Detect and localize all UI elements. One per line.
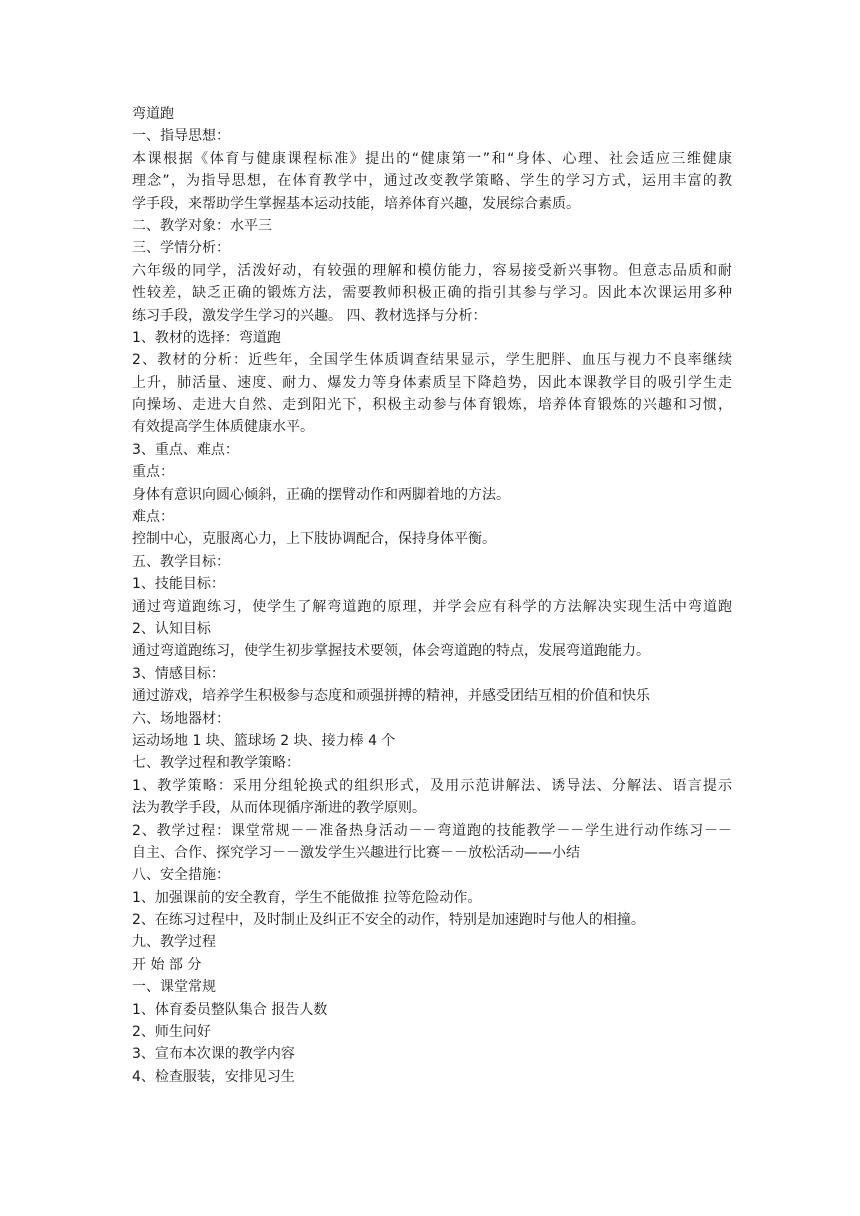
- text-line: 2、教材的分析：近些年，全国学生体质调查结果显示，学生肥胖、血压与视力不良率继续: [132, 352, 732, 369]
- document-page: [132, 103, 732, 1088]
- text-line: 学手段，来帮助学生掌握基本运动技能，培养体育兴趣，发展综合素质。: [132, 195, 580, 212]
- text-line: 上升，肺活量、速度、耐力、爆发力等身体素质呈下降趋势，因此本课教学目的吸引学生走: [132, 374, 732, 391]
- text-line: 身体有意识向圆心倾斜，正确的摆臂动作和两脚着地的方法。: [132, 486, 510, 503]
- text-line: 难点：: [132, 509, 174, 526]
- text-line: 九、教学过程: [132, 934, 216, 951]
- text-line: 1、体育委员整队集合 报告人数: [132, 1001, 328, 1018]
- text-line: 控制中心，克服离心力，上下肢协调配合，保持身体平衡。: [132, 531, 496, 548]
- text-line: 理念”，为指导思想，在体育教学中，通过改变教学策略、学生的学习方式，运用丰富的教: [132, 173, 732, 190]
- text-line: 三、学情分析：: [132, 240, 230, 257]
- text-line: 自主、合作、探究学习－－激发学生兴趣进行比赛－－放松活动——小结: [132, 844, 580, 861]
- text-line: 通过弯道跑练习，使学生初步掌握技术要领，体会弯道跑的特点，发展弯道跑能力。: [132, 643, 650, 660]
- text-line: 本课根据《体育与健康课程标准》提出的“健康第一”和“身体、心理、社会适应三维健康: [132, 150, 732, 167]
- text-line: 通过游戏，培养学生积极参与态度和顽强拼搏的精神，并感受团结互相的价值和快乐: [132, 688, 650, 705]
- text-line: 3、情感目标：: [132, 665, 225, 682]
- text-line: 七、教学过程和教学策略：: [132, 755, 300, 772]
- text-line: 1、技能目标：: [132, 576, 225, 593]
- text-line: 性较差，缺乏正确的锻炼方法，需要教师积极正确的指引其参与学习。因此本次课运用多种: [132, 285, 732, 302]
- text-line: 六年级的同学，活泼好动，有较强的理解和模仿能力，容易接受新兴事物。但意志品质和耐: [132, 262, 732, 279]
- text-line: 1、加强课前的安全教育，学生不能做推 拉等危险动作。: [132, 889, 482, 906]
- text-line: 通过弯道跑练习，使学生了解弯道跑的原理，并学会应有科学的方法解决实现生活中弯道跑: [132, 598, 732, 615]
- text-line: 3、重点、难点：: [132, 441, 239, 458]
- text-line: 弯道跑: [132, 106, 174, 122]
- text-line: 二、教学对象：水平三: [132, 217, 272, 234]
- text-line: 2、认知目标: [132, 620, 211, 637]
- text-line: 一、指导思想：: [132, 128, 230, 145]
- text-line: 重点：: [132, 464, 174, 481]
- text-line: 运动场地 1 块、篮球场 2 块、接力棒 4 个: [132, 732, 396, 749]
- text-line: 一、课堂常规: [132, 979, 216, 996]
- text-line: 1、教材的选择：弯道跑: [132, 329, 281, 346]
- text-line: 4、检查服装，安排见习生: [132, 1068, 295, 1085]
- text-line: 1、教学策略：采用分组轮换式的组织形式，及用示范讲解法、诱导法、分解法、语言提示: [132, 777, 732, 794]
- text-line: 2、教学过程：课堂常规－－准备热身活动－－弯道跑的技能教学－－学生进行动作练习－－: [132, 822, 732, 839]
- text-line: 2、师生问好: [132, 1024, 211, 1041]
- text-line: 有效提高学生体质健康水平。: [132, 419, 314, 436]
- text-line: 2、在练习过程中，及时制止及纠正不安全的动作，特别是加速跑时与他人的相撞。: [132, 912, 645, 929]
- text-line: 开 始 部 分: [132, 956, 202, 973]
- text-line: 练习手段，激发学生学习的兴趣。 四、教材选择与分析：: [132, 307, 487, 324]
- text-line: 五、教学目标：: [132, 553, 230, 570]
- text-line: 向操场、走进大自然、走到阳光下，积极主动参与体育锻炼，培养体育锻炼的兴趣和习惯，: [132, 397, 732, 414]
- text-line: 3、宣布本次课的教学内容: [132, 1046, 295, 1063]
- text-line: 八、安全措施：: [132, 867, 230, 884]
- text-line: 法为教学手段，从而体现循序渐进的教学原则。: [132, 800, 426, 817]
- text-line: 六、场地器材：: [132, 710, 230, 727]
